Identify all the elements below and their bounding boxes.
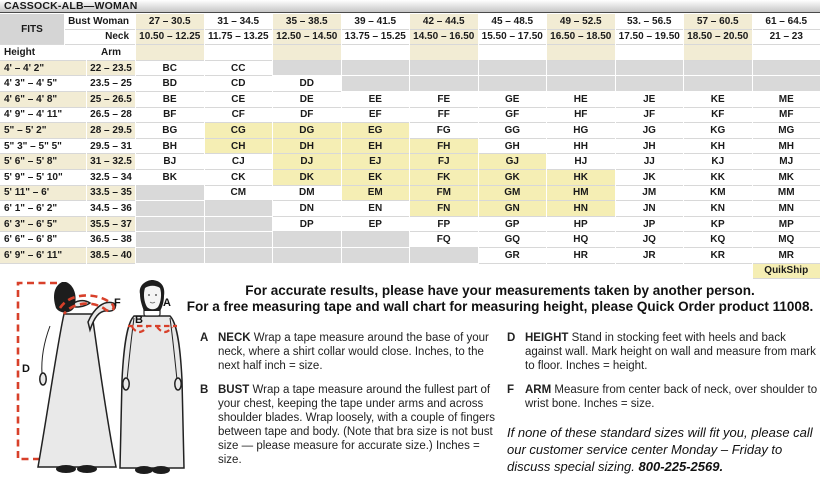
size-code-cell: EE xyxy=(342,92,410,108)
height-range: 6' 1" – 6' 2" xyxy=(0,201,86,217)
size-code-cell: MR xyxy=(753,248,820,264)
size-code-cell: JK xyxy=(616,170,684,186)
height-range: 5' 11" – 6' xyxy=(0,186,86,202)
size-code-cell: GN xyxy=(479,201,547,217)
size-code-cell: DP xyxy=(273,217,341,233)
size-code-cell: GG xyxy=(479,123,547,139)
size-code-cell: MJ xyxy=(753,154,820,170)
size-code-cell: GK xyxy=(479,170,547,186)
size-code-cell: CE xyxy=(205,92,273,108)
empty-size-cell xyxy=(410,248,478,264)
empty-size-cell xyxy=(410,61,478,77)
phone-number: 800-225-2569. xyxy=(638,459,724,474)
size-code-cell: EJ xyxy=(342,154,410,170)
instruction-letter: A xyxy=(200,332,209,344)
size-code-cell: BH xyxy=(136,139,204,155)
size-code-cell: HG xyxy=(547,123,615,139)
arm-range: 36.5 – 38 xyxy=(87,232,135,248)
arm-col-label: Arm xyxy=(87,45,135,61)
size-code-cell: DG xyxy=(273,123,341,139)
empty-size-cell xyxy=(136,186,204,202)
empty-size-cell xyxy=(547,76,615,92)
instruction-term: HEIGHT xyxy=(525,332,569,344)
size-code-cell: EH xyxy=(342,139,410,155)
size-code-cell: EN xyxy=(342,201,410,217)
size-code-cell: FG xyxy=(410,123,478,139)
size-code-cell: KF xyxy=(684,108,752,124)
size-code-cell: GJ xyxy=(479,154,547,170)
header-spacer xyxy=(547,45,615,61)
instruction-text: Stand in stocking feet with heels and back against wall. Mark height on wall and measure from mark to floor. Inches = height. xyxy=(525,332,816,372)
size-code-cell: DK xyxy=(273,170,341,186)
neck-range: 18.50 – 20.50 xyxy=(684,30,752,46)
instruction-arm xyxy=(507,383,819,411)
bust-range: 35 – 38.5 xyxy=(273,14,341,30)
size-code-cell: DJ xyxy=(273,154,341,170)
size-code-cell: GE xyxy=(479,92,547,108)
size-code-cell: HN xyxy=(547,201,615,217)
special-sizing-note xyxy=(507,424,819,475)
header-spacer xyxy=(479,45,547,61)
intro-text xyxy=(185,283,815,315)
size-code-cell: HH xyxy=(547,139,615,155)
header-spacer xyxy=(753,45,820,61)
size-code-cell: CH xyxy=(205,139,273,155)
arm-range: 26.5 – 28 xyxy=(87,108,135,124)
empty-size-cell xyxy=(684,76,752,92)
size-code-cell: GR xyxy=(479,248,547,264)
empty-size-cell xyxy=(547,61,615,77)
size-code-cell: KJ xyxy=(684,154,752,170)
size-code-cell: DD xyxy=(273,76,341,92)
instruction-letter: B xyxy=(200,384,209,396)
bust-row-label: Bust Woman xyxy=(65,14,135,30)
size-code-cell: DN xyxy=(273,201,341,217)
instruction-letter: D xyxy=(507,332,516,344)
header-spacer xyxy=(684,45,752,61)
neck-range: 13.75 – 15.25 xyxy=(342,30,410,46)
size-code-cell: FP xyxy=(410,217,478,233)
size-code-cell: KQ xyxy=(684,232,752,248)
empty-size-cell xyxy=(273,248,341,264)
size-code-cell: DM xyxy=(273,186,341,202)
empty-size-cell xyxy=(684,61,752,77)
empty-size-cell xyxy=(205,201,273,217)
size-code-cell: HP xyxy=(547,217,615,233)
bust-range: 42 – 44.5 xyxy=(410,14,478,30)
size-code-cell: JG xyxy=(616,123,684,139)
height-range: 6' 3" – 6' 5" xyxy=(0,217,86,233)
instruction-text: Measure from center back of neck, over shoulder to wrist bone. Inches = size. xyxy=(525,384,818,410)
size-code-cell: MK xyxy=(753,170,820,186)
size-code-cell: JJ xyxy=(616,154,684,170)
empty-size-cell xyxy=(205,248,273,264)
instruction-text: Wrap a tape measure around the fullest part of your chest, keeping the tape under arms and across shoulder blades. Wrap loosely, with a couple of fingers between tape and body. (Note that bra size is not bust size — please measure for accurate size.) Inches = size. xyxy=(218,384,496,466)
intro-line-2: For a free measuring tape and wall chart for measuring height, please Quick Order product 11008. xyxy=(186,299,814,314)
empty-size-cell xyxy=(136,248,204,264)
figure-back-view xyxy=(38,282,116,473)
size-code-cell: CM xyxy=(205,186,273,202)
figure-label-neck: A xyxy=(163,297,171,309)
size-code-cell: FQ xyxy=(410,232,478,248)
neck-range: 11.75 – 13.25 xyxy=(205,30,273,46)
empty-size-cell xyxy=(273,232,341,248)
empty-size-cell xyxy=(205,217,273,233)
size-code-cell: JR xyxy=(616,248,684,264)
size-code-cell: CJ xyxy=(205,154,273,170)
empty-size-cell xyxy=(753,76,820,92)
size-code-cell: BD xyxy=(136,76,204,92)
size-code-cell: MH xyxy=(753,139,820,155)
size-code-cell: HJ xyxy=(547,154,615,170)
size-code-cell: FJ xyxy=(410,154,478,170)
size-code-cell: KH xyxy=(684,139,752,155)
instruction-term: BUST xyxy=(218,384,250,396)
size-code-cell: CC xyxy=(205,61,273,77)
measurement-figure-illustration xyxy=(0,280,200,482)
empty-size-cell xyxy=(616,61,684,77)
empty-size-cell xyxy=(136,201,204,217)
empty-size-cell xyxy=(136,232,204,248)
empty-size-cell xyxy=(342,61,410,77)
neck-range: 10.50 – 12.25 xyxy=(136,30,204,46)
neck-range: 17.50 – 19.50 xyxy=(616,30,684,46)
size-code-cell: KN xyxy=(684,201,752,217)
size-code-cell: KG xyxy=(684,123,752,139)
instruction-letter: F xyxy=(507,384,515,396)
size-code-cell: BJ xyxy=(136,154,204,170)
arm-range: 22 – 23.5 xyxy=(87,61,135,77)
size-code-cell: EK xyxy=(342,170,410,186)
height-range: 4' 6" – 4' 8" xyxy=(0,92,86,108)
neck-range: 14.50 – 16.50 xyxy=(410,30,478,46)
arm-range: 28 – 29.5 xyxy=(87,123,135,139)
fits-label: FITS xyxy=(0,14,64,45)
size-code-cell: GP xyxy=(479,217,547,233)
height-range: 6' 9" – 6' 11" xyxy=(0,248,86,264)
empty-size-cell xyxy=(342,232,410,248)
empty-size-cell xyxy=(479,76,547,92)
figure-front-view xyxy=(120,280,184,474)
arm-range: 32.5 – 34 xyxy=(87,170,135,186)
size-code-cell: KP xyxy=(684,217,752,233)
arm-range: 34.5 – 36 xyxy=(87,201,135,217)
neck-range: 12.50 – 14.50 xyxy=(273,30,341,46)
neck-range: 21 – 23 xyxy=(753,30,820,46)
size-code-cell: KE xyxy=(684,92,752,108)
size-code-cell: GH xyxy=(479,139,547,155)
size-code-cell: FF xyxy=(410,108,478,124)
arm-range: 29.5 – 31 xyxy=(87,139,135,155)
size-code-cell: EM xyxy=(342,186,410,202)
bust-range: 53. – 56.5 xyxy=(616,14,684,30)
size-code-cell: JH xyxy=(616,139,684,155)
arm-range: 31 – 32.5 xyxy=(87,154,135,170)
size-code-cell: MG xyxy=(753,123,820,139)
arm-range: 35.5 – 37 xyxy=(87,217,135,233)
size-code-cell: DH xyxy=(273,139,341,155)
arm-range: 25 – 26.5 xyxy=(87,92,135,108)
size-code-cell: BG xyxy=(136,123,204,139)
chart-title: CASSOCK-ALB—WOMAN xyxy=(0,0,820,13)
size-code-cell: HQ xyxy=(547,232,615,248)
size-code-cell: KK xyxy=(684,170,752,186)
size-code-cell: KR xyxy=(684,248,752,264)
size-code-cell: FN xyxy=(410,201,478,217)
instruction-term: ARM xyxy=(525,384,552,396)
height-range: 5' 9" – 5' 10" xyxy=(0,170,86,186)
empty-size-cell xyxy=(342,76,410,92)
size-code-cell: CD xyxy=(205,76,273,92)
size-code-cell: ME xyxy=(753,92,820,108)
height-range: 5" – 5' 2" xyxy=(0,123,86,139)
instruction-text: Wrap a tape measure around the base of your neck, where a shirt collar would close. Inches, to the next half inch = size. xyxy=(218,332,489,372)
bust-range: 61 – 64.5 xyxy=(753,14,820,30)
size-code-cell: FM xyxy=(410,186,478,202)
height-range: 5' 6" – 5' 8" xyxy=(0,154,86,170)
size-code-cell: EF xyxy=(342,108,410,124)
height-range: 6' 6" – 6' 8" xyxy=(0,232,86,248)
figure-label-bust: B xyxy=(135,314,143,326)
size-code-cell: JN xyxy=(616,201,684,217)
arm-range: 33.5 – 35 xyxy=(87,186,135,202)
height-range: 4' 3" – 4' 5" xyxy=(0,76,86,92)
arm-range: 38.5 – 40 xyxy=(87,248,135,264)
size-code-cell: JM xyxy=(616,186,684,202)
size-code-cell: BF xyxy=(136,108,204,124)
instruction-height xyxy=(507,331,819,373)
size-code-cell: FH xyxy=(410,139,478,155)
size-code-cell: HF xyxy=(547,108,615,124)
bust-range: 39 – 41.5 xyxy=(342,14,410,30)
size-code-cell: BE xyxy=(136,92,204,108)
instruction-bust xyxy=(200,383,502,467)
size-code-cell: CG xyxy=(205,123,273,139)
size-code-cell: EG xyxy=(342,123,410,139)
bust-range: 45 – 48.5 xyxy=(479,14,547,30)
arm-range: 23.5 – 25 xyxy=(87,76,135,92)
size-code-cell: HM xyxy=(547,186,615,202)
bust-range: 49 – 52.5 xyxy=(547,14,615,30)
size-code-cell: KM xyxy=(684,186,752,202)
size-code-cell: MQ xyxy=(753,232,820,248)
empty-size-cell xyxy=(205,232,273,248)
size-code-cell: DE xyxy=(273,92,341,108)
figure-label-arm: F xyxy=(114,297,121,309)
header-spacer xyxy=(136,45,204,61)
instruction-neck xyxy=(200,331,502,373)
height-range: 4' 9" – 4' 11" xyxy=(0,108,86,124)
empty-size-cell xyxy=(136,217,204,233)
size-code-cell: HR xyxy=(547,248,615,264)
intro-line-1: For accurate results, please have your measurements taken by another person. xyxy=(245,283,755,298)
size-code-cell: EP xyxy=(342,217,410,233)
empty-size-cell xyxy=(410,76,478,92)
neck-range: 15.50 – 17.50 xyxy=(479,30,547,46)
bust-range: 31 – 34.5 xyxy=(205,14,273,30)
header-spacer xyxy=(410,45,478,61)
size-code-cell: CF xyxy=(205,108,273,124)
size-code-cell: HK xyxy=(547,170,615,186)
empty-size-cell xyxy=(753,61,820,77)
size-code-cell: JP xyxy=(616,217,684,233)
size-code-cell: MF xyxy=(753,108,820,124)
neck-range: 16.50 – 18.50 xyxy=(547,30,615,46)
height-col-label: Height xyxy=(0,45,86,61)
header-spacer xyxy=(342,45,410,61)
instructions-right-column xyxy=(507,331,819,475)
empty-size-cell xyxy=(479,61,547,77)
quikship-badge: QuikShip xyxy=(753,264,820,280)
size-code-cell: HE xyxy=(547,92,615,108)
height-range: 5" 3" – 5" 5" xyxy=(0,139,86,155)
size-code-cell: BK xyxy=(136,170,204,186)
size-code-cell: JQ xyxy=(616,232,684,248)
size-code-cell: MP xyxy=(753,217,820,233)
header-spacer xyxy=(205,45,273,61)
neck-row-label: Neck xyxy=(65,30,135,46)
size-code-cell: FE xyxy=(410,92,478,108)
empty-size-cell xyxy=(273,61,341,77)
size-grid xyxy=(0,14,820,279)
bust-range: 57 – 60.5 xyxy=(684,14,752,30)
size-code-cell: CK xyxy=(205,170,273,186)
size-code-cell: FK xyxy=(410,170,478,186)
header-spacer xyxy=(273,45,341,61)
size-code-cell: GQ xyxy=(479,232,547,248)
empty-size-cell xyxy=(342,248,410,264)
size-code-cell: GF xyxy=(479,108,547,124)
size-code-cell: GM xyxy=(479,186,547,202)
empty-size-cell xyxy=(616,76,684,92)
header-spacer xyxy=(616,45,684,61)
instruction-term: NECK xyxy=(218,332,251,344)
figure-label-height: D xyxy=(22,363,30,375)
size-code-cell: DF xyxy=(273,108,341,124)
size-code-cell: JE xyxy=(616,92,684,108)
size-code-cell: MN xyxy=(753,201,820,217)
size-code-cell: JF xyxy=(616,108,684,124)
instructions-left-column xyxy=(200,331,502,477)
bust-range: 27 – 30.5 xyxy=(136,14,204,30)
height-range: 4' – 4' 2" xyxy=(0,61,86,77)
note-text: If none of these standard sizes will fit you, please call our customer service center Monday – Friday to discuss special sizing. xyxy=(507,425,813,474)
size-code-cell: BC xyxy=(136,61,204,77)
size-code-cell: MM xyxy=(753,186,820,202)
